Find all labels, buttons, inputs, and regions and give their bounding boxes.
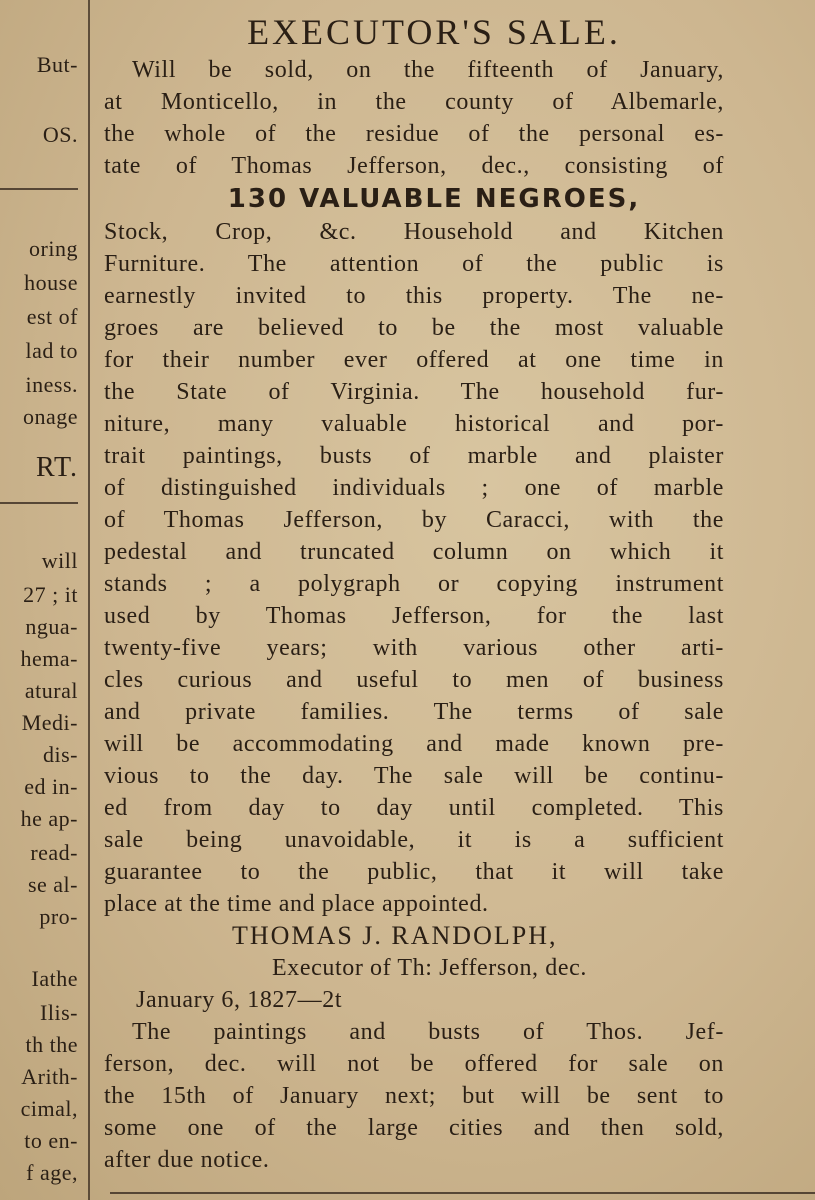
ad-line: Stock, Crop, &c. Household and Kitchen — [104, 219, 724, 245]
fragment-line: read- — [30, 840, 78, 865]
ad-line: trait paintings, busts of marble and plaister — [104, 443, 724, 469]
fragment-line: will — [41, 548, 78, 573]
fragment-line: Iathe — [31, 966, 78, 991]
fragment-line: th the — [25, 1032, 78, 1057]
adjacent-column-fragments — [0, 0, 84, 1200]
fragment-line: to en- — [24, 1128, 78, 1153]
fragment-line: he ap- — [20, 806, 78, 831]
fragment-line: lad to — [25, 338, 78, 363]
fragment-line: Ilis- — [40, 1000, 78, 1025]
postscript-line: some one of the large cities and then sold, — [104, 1115, 724, 1141]
ad-line: for their number ever offered at one time in — [104, 347, 724, 373]
ad-line: and private families. The terms of sale — [104, 699, 724, 725]
ad-line: pedestal and truncated column on which it — [104, 539, 724, 565]
fragment-line: se al- — [27, 872, 78, 897]
postscript-line: the 15th of January next; but will be sent to — [104, 1083, 724, 1109]
fragment-line: cimal, — [20, 1096, 78, 1121]
ad-line: the State of Virginia. The household fur- — [104, 379, 724, 405]
ad-line: earnestly invited to this property. The ne- — [104, 283, 724, 309]
ad-line: tate of Thomas Jefferson, dec., consisting of — [104, 153, 724, 179]
column-separator — [88, 0, 90, 1200]
executors-sale-advertisement — [104, 0, 724, 1176]
signer-name: THOMAS J. RANDOLPH, — [232, 921, 558, 950]
fragment-line: hema- — [20, 646, 78, 671]
fragment-line: atural — [24, 678, 78, 703]
fragment-line: est of — [26, 304, 78, 329]
fragment-line: pro- — [39, 904, 78, 929]
executor-title: Executor of Th: Jefferson, dec. — [272, 955, 587, 981]
column-divider-rule — [0, 188, 78, 190]
postscript-line: after due notice. — [104, 1147, 270, 1173]
ad-line: vious to the day. The sale will be continu- — [104, 763, 724, 789]
fragment-line: oring — [29, 236, 78, 261]
ad-line: twenty-five years; with various other arti- — [104, 635, 724, 661]
ad-line: of Thomas Jefferson, by Caracci, with the — [104, 507, 724, 533]
fragment-line: onage — [22, 404, 78, 429]
fragment-line: ed in- — [24, 774, 78, 799]
fragment-line: Arith- — [21, 1064, 78, 1089]
ad-line: cles curious and useful to men of business — [104, 667, 724, 693]
ad-line: Will be sold, on the fifteenth of January, — [132, 57, 724, 83]
fragment-line: But- — [36, 52, 78, 77]
ad-line: niture, many valuable historical and por- — [104, 411, 724, 437]
ad-line: guarantee to the public, that it will take — [104, 859, 724, 885]
ad-headline: 130 VALUABLE NEGROES, — [227, 184, 641, 214]
ad-line: sale being unavoidable, it is a sufficient — [104, 827, 724, 853]
ad-line: ed from day to day until completed. This — [104, 795, 724, 821]
fragment-line: f age, — [26, 1160, 78, 1185]
fragment-line: ngua- — [25, 614, 78, 639]
ad-date: January 6, 1827—2t — [136, 987, 343, 1013]
ad-line: place at the time and place appointed. — [104, 891, 489, 917]
fragment-line: 27 ; it — [23, 582, 78, 607]
ad-line: used by Thomas Jefferson, for the last — [104, 603, 724, 629]
fragment-line: OS. — [42, 122, 78, 147]
column-divider-rule — [0, 502, 78, 504]
ad-title: EXECUTOR'S SALE. — [247, 12, 621, 52]
fragment-line: iness. — [25, 372, 78, 397]
ad-line: at Monticello, in the county of Albemarle, — [104, 89, 724, 115]
fragment-line: dis- — [43, 742, 78, 767]
ad-line: Furniture. The attention of the public is — [104, 251, 724, 277]
ad-line: groes are believed to be the most valuable — [104, 315, 724, 341]
postscript-line: The paintings and busts of Thos. Jef- — [132, 1019, 724, 1045]
ad-line: stands ; a polygraph or copying instrument — [104, 571, 724, 597]
bottom-rule — [110, 1192, 815, 1194]
ad-line: of distinguished individuals ; one of marble — [104, 475, 724, 501]
fragment-line: Medi- — [21, 710, 78, 735]
ad-line: will be accommodating and made known pre- — [104, 731, 724, 757]
ad-line: the whole of the residue of the personal es- — [104, 121, 724, 147]
fragment-line: house — [24, 270, 78, 295]
postscript-line: ferson, dec. will not be offered for sale on — [104, 1051, 724, 1077]
fragment-heading: RT. — [35, 452, 78, 483]
